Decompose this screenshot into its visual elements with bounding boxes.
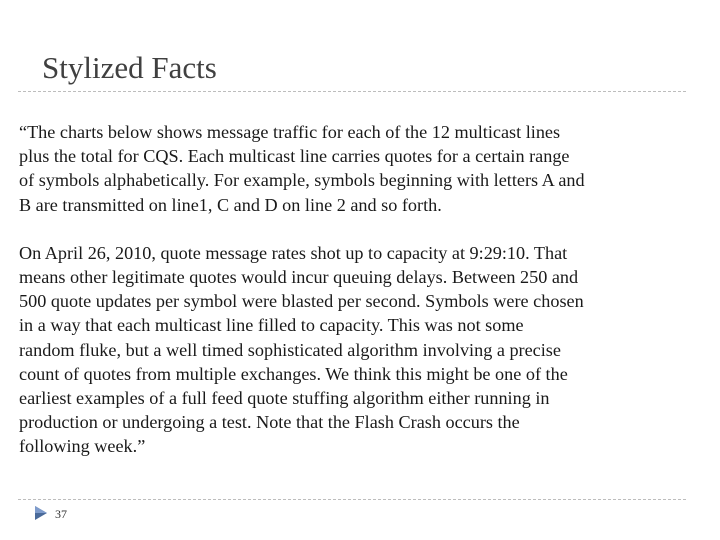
slide-body bbox=[19, 120, 699, 483]
paragraph-1: “The charts below shows message traffic for each of the 12 multicast lines plus the total for CQS. Each multicast line carries quotes for a certain range of symbols alphabetically. For example, symbols beginning with letters A and B are transmitted on line1, C and D on line 2 and so forth. bbox=[19, 122, 585, 215]
triangle-arrow-icon bbox=[33, 505, 49, 521]
slide-title: Stylized Facts bbox=[42, 50, 217, 85]
footer-divider bbox=[18, 499, 686, 500]
paragraph-2: On April 26, 2010, quote message rates shot up to capacity at 9:29:10. That means other legitimate quotes would incur queuing delays. Between 250 and 500 quote updates per symbol were blasted per second. Symbols were chosen in a way that each multicast line filled to capacity. This was not some random fluke, but a well timed sophisticated algorithm involving a precise count of quotes from multiple exchanges. We think this might be one of the earliest examples of a full feed quote stuffing algorithm either running in production or undergoing a test. Note that the Flash Crash occurs the following week.” bbox=[19, 242, 584, 457]
page-number: 37 bbox=[55, 507, 67, 521]
title-divider bbox=[18, 91, 686, 92]
